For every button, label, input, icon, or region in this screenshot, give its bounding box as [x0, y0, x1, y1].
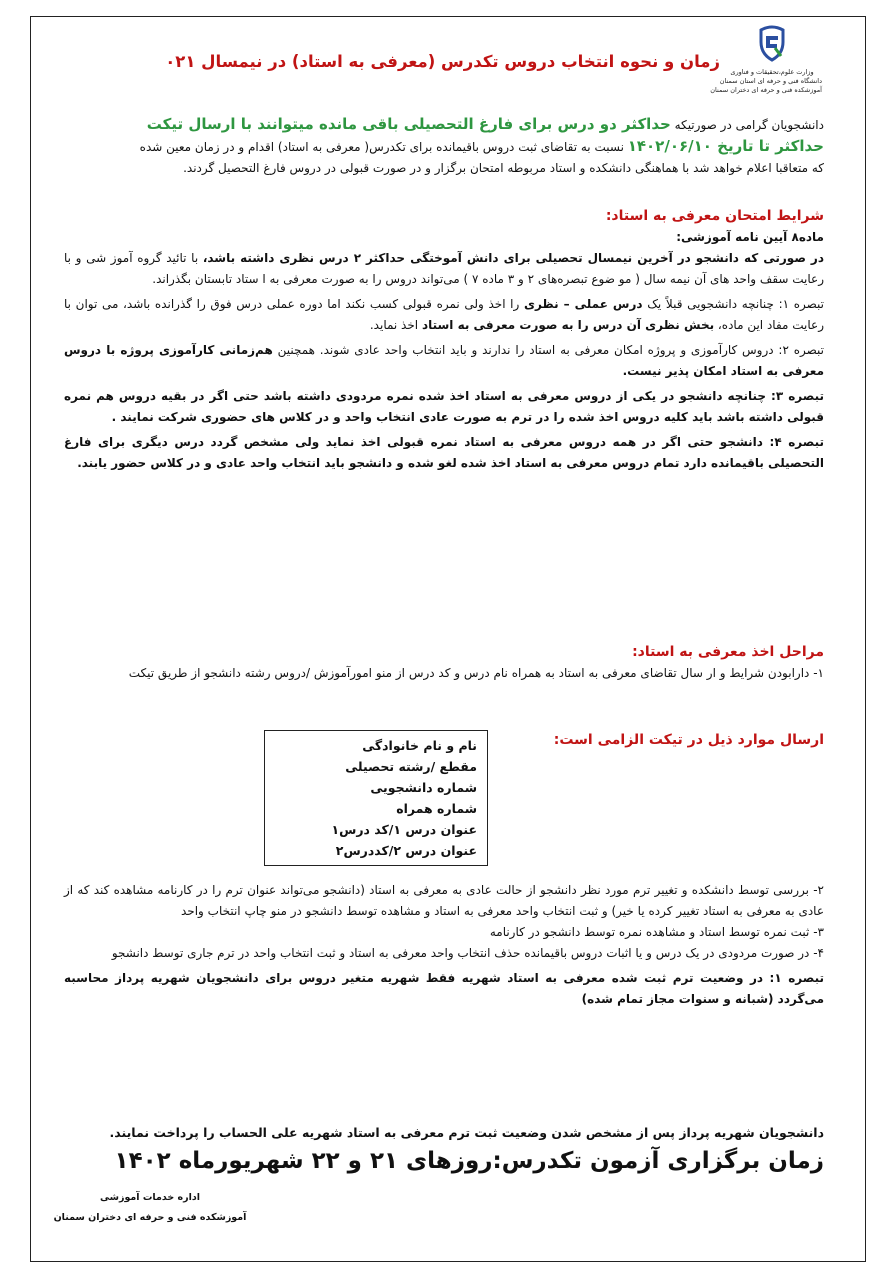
- signature-block: [40, 1188, 260, 1228]
- ticket-item: مقطع /رشته تحصیلی: [345, 759, 477, 774]
- note-3: تبصره ۳: چنانچه دانشجو در یکی از دروس معرفی به استاد اخذ شده نمره مردودی داشته باشد حتی اگر در بقیه دروس هم نمره قبولی داشته باشد باید کلیه دروس اخذ شده را در ترم به صورت عادی انتخاب واحد و در کلاس های حضوری شرکت نمایند .: [64, 389, 824, 424]
- article-title: ماده۸ آیین نامه آموزشی:: [676, 230, 824, 244]
- intro-text-3: که متعاقبا اعلام خواهد شد با هماهنگی دانشکده و استاد مربوطه امتحان برگزار و در صورت قبولی در دروس فارغ التحصیل گردند.: [183, 161, 824, 175]
- ticket-item: شماره دانشجویی: [370, 780, 477, 795]
- steps-heading: مراحل اخذ معرفی به استاد:: [632, 644, 824, 660]
- header-logo: [710, 24, 822, 95]
- note1-b: درس عملی – نظری: [523, 297, 643, 311]
- steps-continued: [64, 880, 824, 1010]
- note-2: [64, 340, 824, 382]
- logo-college: آموزشکده فنی و حرفه ای دختران سمنان: [710, 86, 822, 94]
- steps-section: [64, 642, 824, 684]
- ticket-item: نام و نام خانوادگی: [362, 738, 477, 753]
- page-title: زمان و نحوه انتخاب دروس تکدرس (معرفی به استاد) در نیمسال ۰۲۱: [165, 52, 720, 71]
- intro-highlight-1: حداکثر دو درس برای فارغ التحصیلی باقی مانده میتوانند با ارسال تیکت: [146, 115, 671, 133]
- logo-ministry: وزارت علوم،تحقیقات و فناوری: [730, 68, 814, 76]
- conditions-section: [64, 206, 824, 474]
- note1-e: اخذ نماید.: [369, 318, 422, 332]
- intro-text-1: دانشجویان گرامی در صورتیکه: [670, 118, 824, 132]
- step-2: ۲- بررسی توسط دانشکده و تغییر ترم مورد نظر دانشجو از حالت عادی به معرفی به استاد (دانشجو می‌تواند عنوان ترم را در کارنامه مشاهده کند که از عادی به معرفی به استاد تغییر کرده یا خیر) و ثبت انتخاب واحد معرفی به استاد و مشاهده توسط دانشجو در منو چاپ انتخاب واحد: [64, 883, 824, 918]
- closing-note: دانشجویان شهریه پرداز پس از مشخص شدن وضعیت ثبت ترم معرفی به استاد شهریه علی الحساب را پرداخت نمایند.: [109, 1125, 824, 1140]
- article-body: [64, 248, 824, 290]
- page-border: [30, 16, 866, 1262]
- note-1: [64, 294, 824, 336]
- fee-note: تبصره ۱: در وضعیت ترم ثبت شده معرفی به استاد شهریه فقط شهریه متغیر دروس برای دانشجویان شهریه پرداز محاسبه می‌گردد (شبانه و سنوات مجاز تمام شده): [64, 971, 824, 1006]
- signature-college: آموزشکده فنی و حرفه ای دختران سمنان: [53, 1212, 247, 1223]
- university-logo-icon: [755, 24, 789, 64]
- intro-text-2: نسبت به تقاضای ثبت دروس باقیمانده برای تکدرس( معرفی به استاد) اقدام و در زمان معین شده: [139, 140, 628, 154]
- note1-d: بخش نظری آن درس را به صورت معرفی به استاد: [421, 318, 715, 332]
- logo-university: دانشگاه فنی و حرفه ای استان سمنان: [719, 77, 822, 85]
- intro-deadline: حداکثر تا تاریخ ۱۴۰۲/۰۶/۱۰: [627, 137, 824, 155]
- exam-date: زمان برگزاری آزمون تکدرس:روزهای ۲۱ و ۲۲ شهریورماه ۱۴۰۲: [114, 1148, 824, 1174]
- intro-paragraph: [64, 114, 824, 179]
- note-4: تبصره ۴: دانشجو حتی اگر در همه دروس معرفی به استاد نمره قبولی اخذ نماید ولی مشخص گردد درس دیگری برای فارغ التحصیلی باقیمانده دارد تمام دروس معرفی به استاد اخذ شده لغو شده و دانشجو باید انتخاب واحد عادی و در کلاس حضور یابند.: [64, 435, 824, 470]
- step-4: ۴- در صورت مردودی در یک درس و یا اثبات دروس باقیمانده حذف انتخاب واحد معرفی به استاد و ثبت انتخاب واحد در ترم جاری توسط دانشجو: [111, 946, 824, 960]
- ticket-requirements-box: [264, 730, 488, 866]
- step-1: ۱- دارابودن شرایط و ار سال تقاضای معرفی به استاد به همراه نام درس و کد درس از منو امورآموزش /دروس رشته دانشجو از طریق تیکت: [128, 666, 824, 680]
- article-body-text: با تائید گروه آموز شی و با رعایت سقف واحد های آن نیمه سال ( مو ضوع تبصره‌های ۲ و ۳ ماده ۷ ) می‌تواند دروس را به صورت معرفی به ا ستاد تابستان بگذراند.: [64, 251, 824, 286]
- signature-office: اداره خدمات آموزشی: [100, 1192, 200, 1203]
- article-body-bold: در صورتی که دانشجو در آخرین نیمسال تحصیلی برای دانش آموختگی حداکثر ۲ درس نظری داشته باشد،: [202, 251, 824, 265]
- note1-a: تبصره ۱: چنانچه دانشجویی قبلاً یک: [642, 297, 824, 311]
- step-3: ۳- ثبت نمره توسط استاد و مشاهده نمره توسط دانشجو در کارنامه: [489, 925, 824, 939]
- ticket-item: عنوان درس ۱/کد درس۱: [331, 822, 477, 837]
- note1-c: را اخذ ولی نمره قبولی کسب نکند اما دوره عملی درس فوق را گذرانده باشد، می توان با رعایت مفاد این ماده،: [64, 297, 824, 332]
- note2-b: هم‌زمانی کارآموزی پروژه با دروس معرفی به استاد امکان پذیر نیست.: [64, 343, 824, 378]
- note2-a: تبصره ۲: دروس کارآموزی و پروژه امکان معرفی به استاد را ندارند و باید انتخاب واحد عادی شوند. همچنین: [272, 343, 824, 357]
- ticket-item: عنوان درس ۲/کددرس۲: [335, 843, 477, 858]
- ticket-item: شماره همراه: [396, 801, 477, 816]
- conditions-heading: شرایط امتحان معرفی به استاد:: [605, 208, 824, 224]
- ticket-heading: ارسال موارد ذیل در تیکت الزامی است:: [553, 732, 824, 748]
